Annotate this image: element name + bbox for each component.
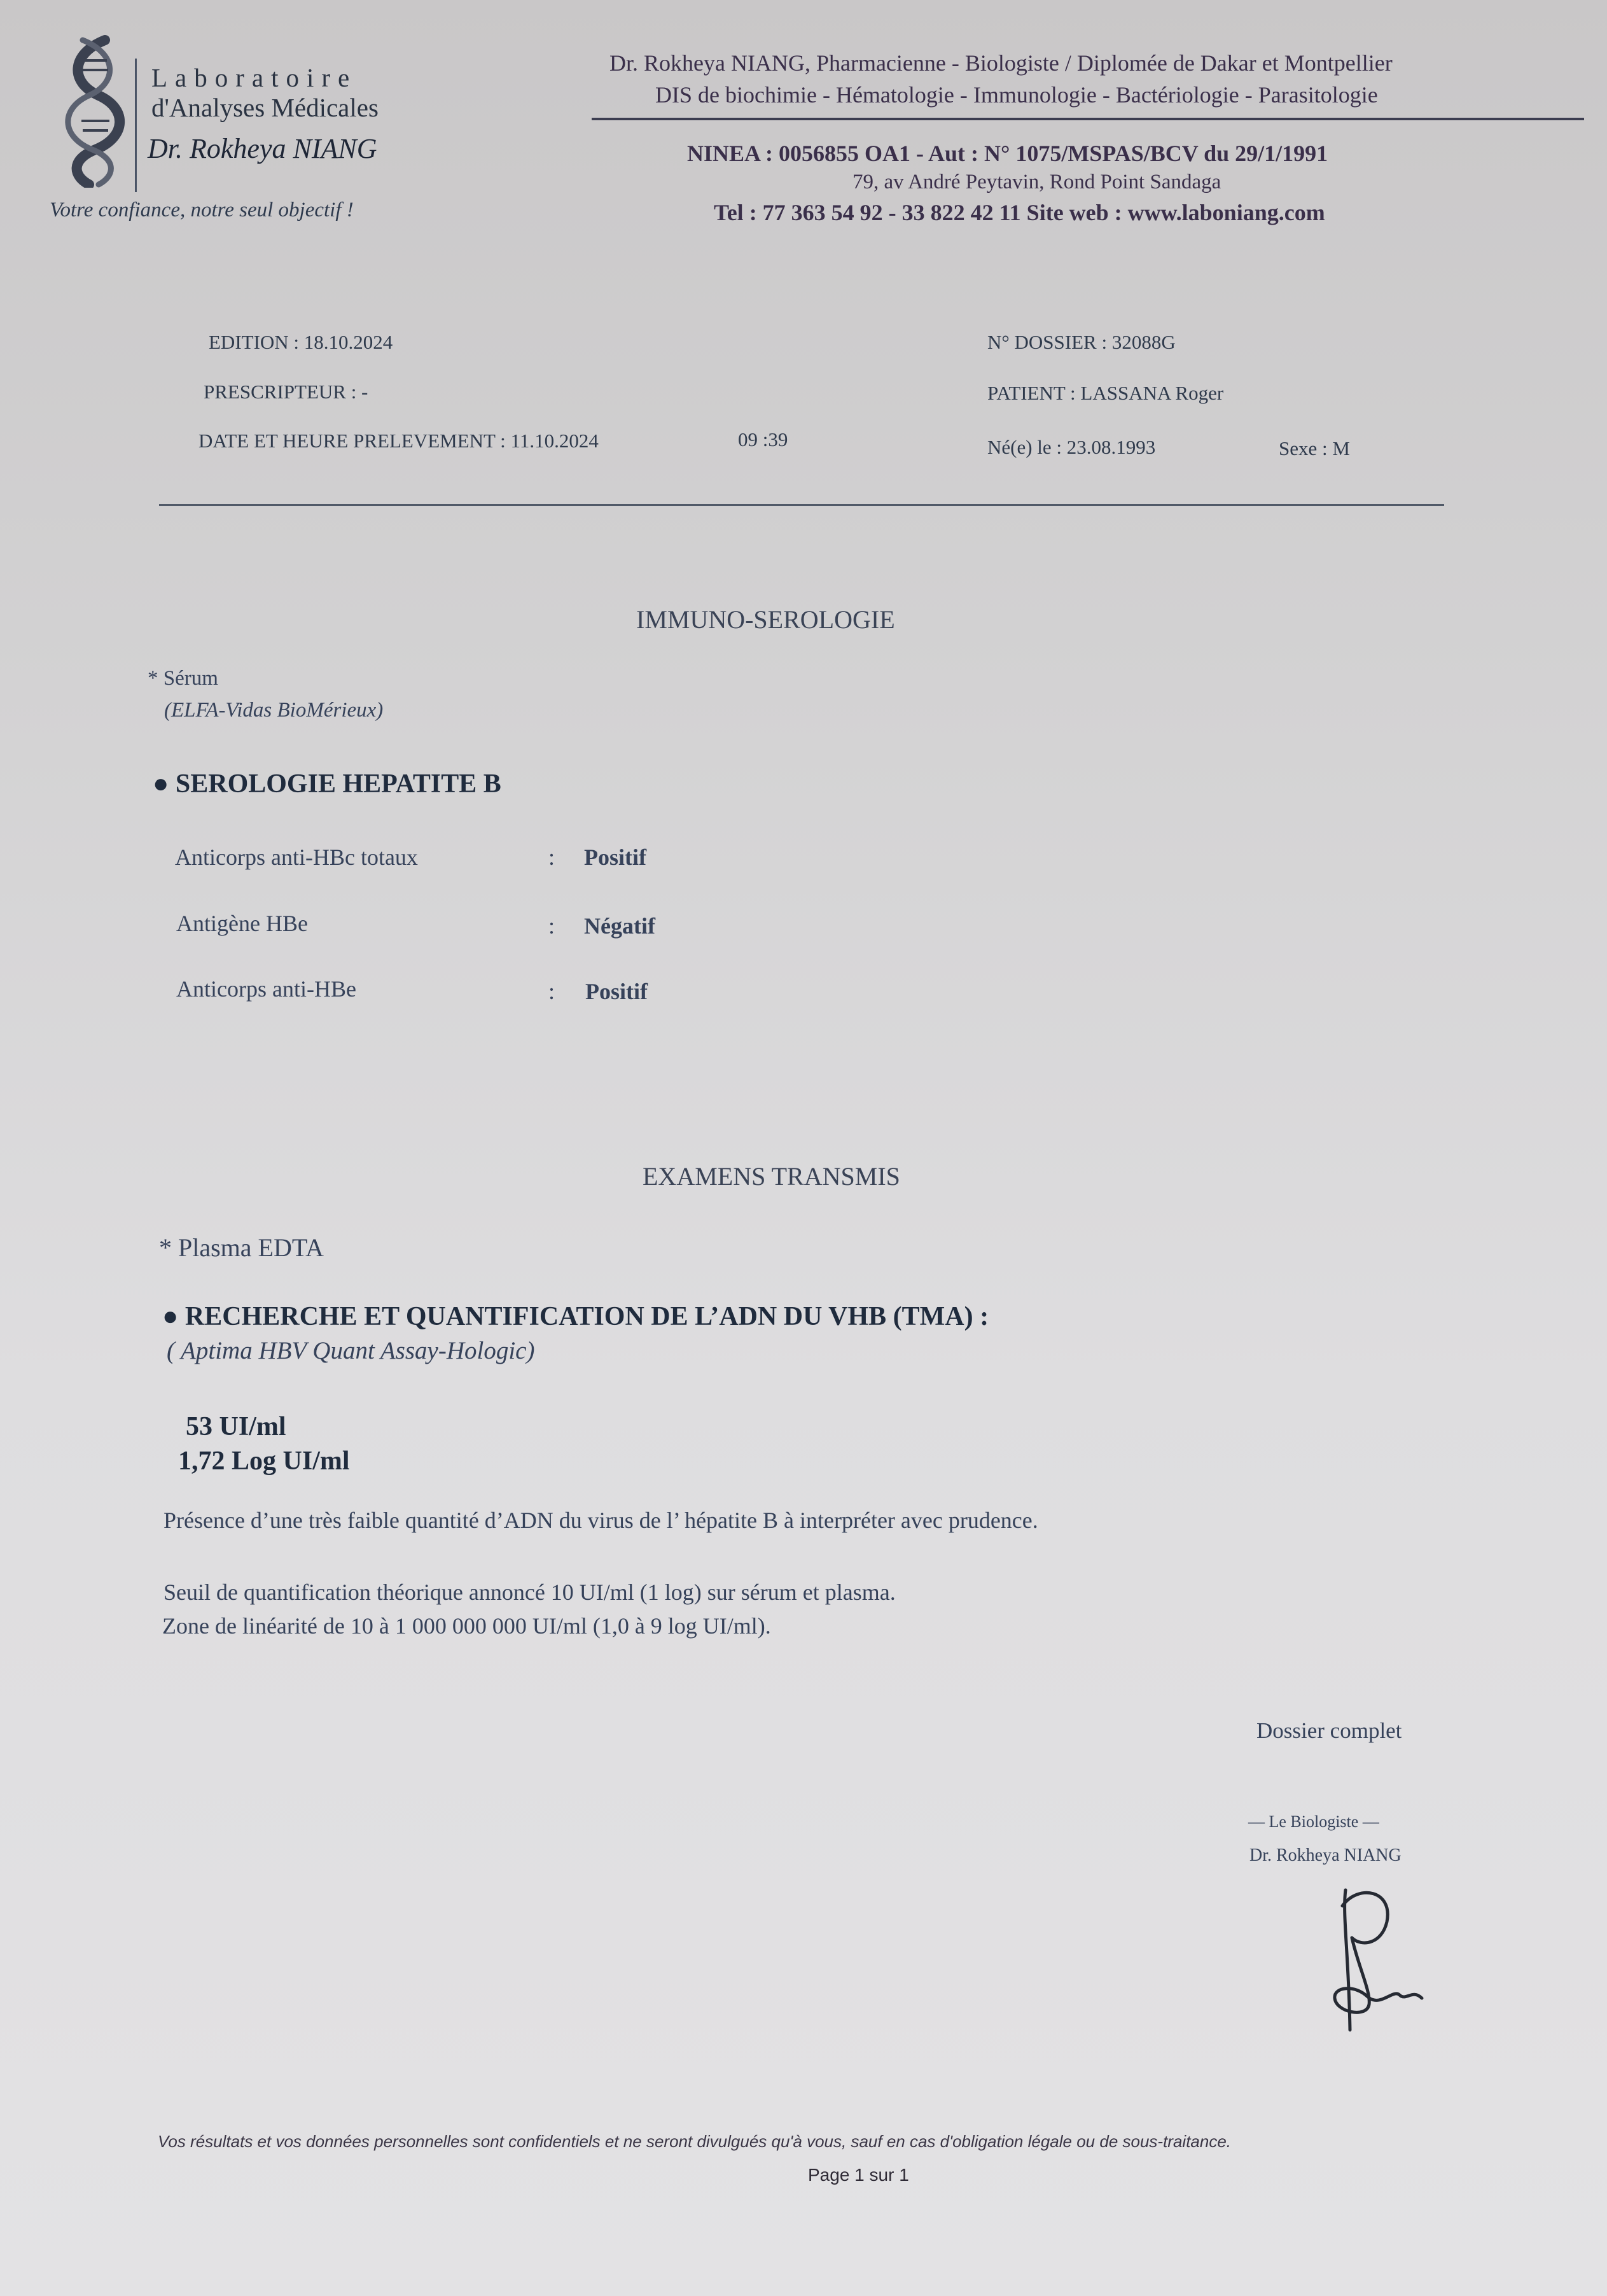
info-separator (159, 504, 1444, 506)
biologist-role: — Le Biologiste — (1248, 1812, 1379, 1831)
result-value: Négatif (584, 913, 655, 939)
vhb-comment: Présence d’une très faible quantité d’ADN du virus de l’ hépatite B à interpréter avec prudence. (163, 1508, 1038, 1533)
header-doctor-credentials: Dr. Rokheya NIANG, Pharmacienne - Biologiste / Diplomée de Dakar et Montpellier (609, 50, 1393, 76)
patient-name: PATIENT : LASSANA Roger (987, 382, 1224, 404)
result-name: Antigène HBe (176, 911, 308, 936)
biologist-name: Dr. Rokheya NIANG (1249, 1845, 1402, 1865)
header-divider (135, 59, 137, 192)
header-rule (592, 118, 1584, 120)
header-contact: Tel : 77 363 54 92 - 33 822 42 11 Site web : www.laboniang.com (714, 200, 1325, 225)
dna-logo-icon (45, 35, 146, 188)
immuno-method: (ELFA-Vidas BioMérieux) (164, 699, 384, 722)
serology-heading-text: SEROLOGIE HEPATITE B (175, 769, 501, 799)
result-separator: : (548, 979, 555, 1004)
transmis-sample: * Plasma EDTA (159, 1233, 324, 1262)
dossier-complet: Dossier complet (1256, 1718, 1402, 1743)
header-ninea: NINEA : 0056855 OA1 - Aut : N° 1075/MSPAS/BCV du 29/1/1991 (687, 141, 1328, 166)
vhb-value-log: 1,72 Log UI/ml (178, 1446, 350, 1476)
prelevement-date: DATE ET HEURE PRELEVEMENT : 11.10.2024 (198, 430, 599, 452)
vhb-heading: ● RECHERCHE ET QUANTIFICATION DE L’ADN DU VHB (TMA) : (162, 1302, 989, 1331)
prelevement-time: 09 :39 (738, 428, 788, 451)
vhb-linearity: Zone de linéarité de 10 à 1 000 000 000 UI/ml (1,0 à 9 log UI/ml). (162, 1613, 771, 1639)
header-address: 79, av André Peytavin, Rond Point Sandaga (852, 171, 1221, 193)
vhb-value-ui: 53 UI/ml (186, 1412, 286, 1441)
section-title-immuno: IMMUNO-SEROLOGIE (636, 605, 895, 634)
edition-date: EDITION : 18.10.2024 (209, 331, 393, 353)
result-separator: : (548, 844, 555, 870)
confidentiality-notice: Vos résultats et vos données personnelles sont confidentiels et ne seront divulgués qu'à vous, sauf en cas d'obligation légale ou de sous-traitance. (158, 2132, 1232, 2151)
result-name: Anticorps anti-HBe (176, 976, 356, 1002)
immuno-sample: * Sérum (148, 667, 218, 690)
birth-date: Né(e) le : 23.08.1993 (987, 436, 1156, 458)
page-number: Page 1 sur 1 (808, 2165, 909, 2185)
lab-doctor: Dr. Rokheya NIANG (148, 133, 377, 164)
lab-logo (45, 35, 146, 188)
section-title-transmis: EXAMENS TRANSMIS (643, 1162, 900, 1191)
serology-heading: ● SEROLOGIE HEPATITE B (153, 769, 501, 799)
vhb-method: ( Aptima HBV Quant Assay-Hologic) (167, 1337, 535, 1364)
header-specialties: DIS de biochimie - Hématologie - Immunologie - Bactériologie - Parasitologie (655, 82, 1378, 108)
result-separator: : (548, 913, 555, 939)
lab-name: Laboratoire (151, 63, 358, 92)
result-name: Anticorps anti-HBc totaux (175, 844, 418, 870)
patient-sex: Sexe : M (1279, 437, 1350, 459)
result-value: Positif (585, 979, 648, 1004)
lab-slogan: Votre confiance, notre seul objectif ! (50, 199, 354, 221)
vhb-heading-text: RECHERCHE ET QUANTIFICATION DE L’ADN DU VHB (TMA) : (184, 1302, 989, 1331)
vhb-threshold: Seuil de quantification théorique annoncé 10 UI/ml (1 log) sur sérum et plasma. (163, 1579, 896, 1605)
result-value: Positif (584, 844, 646, 870)
handwritten-signature (1298, 1877, 1444, 2040)
lab-subtitle: d'Analyses Médicales (151, 93, 379, 122)
dossier-number: N° DOSSIER : 32088G (987, 331, 1176, 353)
prescripteur: PRESCRIPTEUR : - (204, 381, 368, 403)
